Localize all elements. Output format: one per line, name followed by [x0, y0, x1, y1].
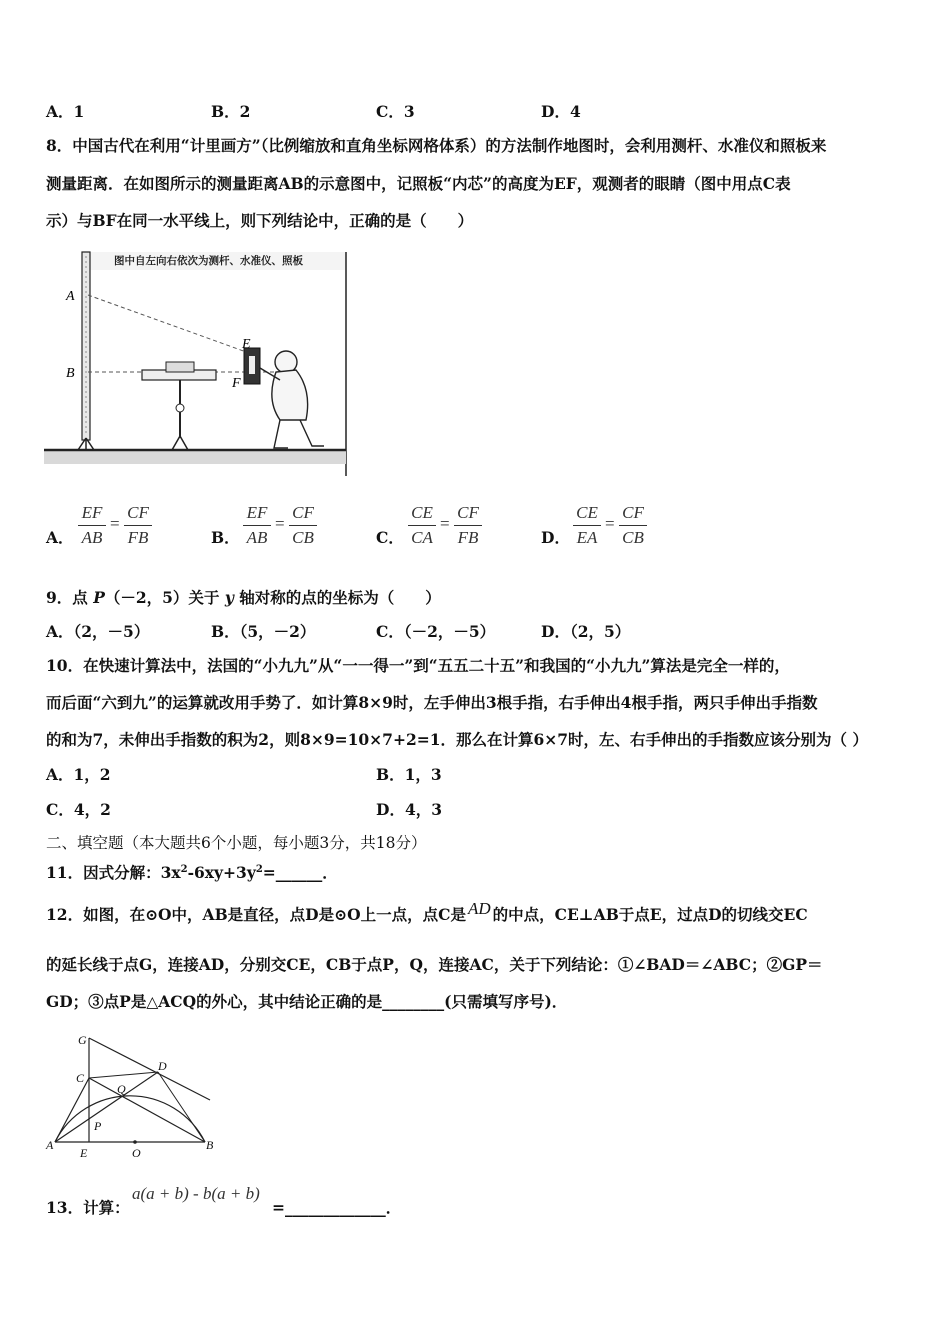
- q8-line-1: 8．中国古代在利用“计里画方”（比例缩放和直角坐标网格体系）的方法制作地图时，会利用测杆、水准仪和照板来: [46, 136, 827, 155]
- q8-a-frac-1: EF AB: [78, 502, 106, 549]
- q7-option-b: B．2: [211, 102, 251, 121]
- q8-c-frac-2: CF FB: [454, 502, 482, 549]
- q8-line-2: 测量距离．在如图所示的测量距离AB的示意图中，记照板“内芯”的高度为EF，观测者的眼睛（图中用点C表: [46, 174, 791, 193]
- q10-line-2: 而后面“六到九”的运算就改用手势了．如计算8×9时，左手伸出3根手指，右手伸出4根手指，两只手伸出手指数: [46, 693, 818, 712]
- circle-geometry-figure: [40, 1030, 226, 1162]
- label-d: D: [158, 1059, 167, 1073]
- q8-a-frac-2: CF FB: [124, 502, 152, 549]
- label-f: F: [232, 376, 241, 391]
- arc-ad: AD: [467, 899, 491, 918]
- q12-line-3: GD；③点P是△ACQ的外心，其中结论正确的是________(只需填写序号)．: [46, 992, 568, 1011]
- q8-d-frac-1: CE EA: [573, 502, 601, 549]
- q8-b-frac-2: CF CB: [289, 502, 317, 549]
- q8-line-3: 示）与BF在同一水平线上，则下列结论中，正确的是（ ）: [46, 211, 474, 230]
- q9-option-a: A．（2，－5）: [46, 622, 150, 641]
- label-b-circle: B: [206, 1138, 214, 1152]
- surveying-figure: [44, 250, 350, 478]
- q10-option-c: C．4，2: [46, 800, 111, 819]
- q8-option-c-letter: C．: [376, 528, 404, 547]
- q13-answer-blank: =_____________．: [272, 1198, 402, 1217]
- q9-option-b: B．（5，－2）: [211, 622, 316, 641]
- q10-option-b: B．1，3: [376, 765, 442, 784]
- label-a: A: [66, 289, 75, 304]
- q8-c-equals: =: [440, 514, 450, 533]
- label-e: E: [242, 337, 251, 352]
- q8-b-frac-1: EF AB: [243, 502, 271, 549]
- q13-expression: a(a + b) - b(a + b): [132, 1184, 260, 1203]
- q8-a-equals: =: [110, 514, 120, 533]
- q8-d-frac-2: CF CB: [619, 502, 647, 549]
- q8-option-d-letter: D．: [541, 528, 570, 547]
- label-g: G: [78, 1033, 87, 1047]
- q8-c-frac-1: CE CA: [408, 502, 436, 549]
- q12-line-1: 12．如图，在⊙O中，AB是直径，点D是⊙O上一点，点C是 AD 的中点，CE⊥AB于点E，过点D的切线交EC: [46, 899, 808, 924]
- q10-option-d: D．4，3: [376, 800, 443, 819]
- q7-option-d: D．4: [541, 102, 581, 121]
- q9-option-c: C．（－2，－5）: [376, 622, 496, 641]
- q10-line-1: 10．在快速计算法中，法国的“小九九”从“一一得一”到“五五二十五”和我国的“小九九”算法是完全一样的，: [46, 656, 790, 675]
- label-b: B: [66, 366, 75, 381]
- q9-option-d: D．（2，5）: [541, 622, 631, 641]
- q7-option-c: C．3: [376, 102, 415, 121]
- q10-line-3: 的和为7，未伸出手指数的积为2，则8×9=10×7+2=1．那么在计算6×7时，左、右手伸出的手指数应该分别为（ ）: [46, 730, 868, 749]
- label-p: P: [94, 1119, 102, 1133]
- q10-option-a: A．1，2: [46, 765, 111, 784]
- q8-option-b-letter: B．: [211, 528, 240, 547]
- observer-figure: [260, 351, 324, 448]
- q11-stem: 11．因式分解：$3x^2-6xy+3y^2=\_\_\_\_\_\_$．: [46, 863, 338, 883]
- label-o: O: [132, 1146, 141, 1160]
- label-a-circle: A: [46, 1138, 54, 1152]
- section-2-heading: 二、填空题（本大题共6个小题，每小题3分，共18分）: [46, 834, 427, 852]
- q13-label: 13．计算：: [46, 1198, 130, 1217]
- q12-line-2: 的延长线于点G，连接AD，分别交CE，CB于点P，Q，连接AC，关于下列结论：①∠BAD＝∠ABC；②GP＝: [46, 955, 823, 974]
- q7-option-a: A．1: [46, 102, 85, 121]
- label-c: C: [76, 1071, 85, 1085]
- q9-stem: 9．点 P（－2，5）关于 y 轴对称的点的坐标为（ ）: [46, 588, 441, 607]
- figure-caption: 图中自左向右依次为测杆、水准仪、照板: [114, 255, 303, 267]
- q8-option-a-letter: A．: [46, 528, 74, 547]
- label-e-circle: E: [80, 1146, 88, 1160]
- q8-d-equals: =: [605, 514, 615, 533]
- q8-b-equals: =: [275, 514, 285, 533]
- label-q: Q: [117, 1082, 126, 1096]
